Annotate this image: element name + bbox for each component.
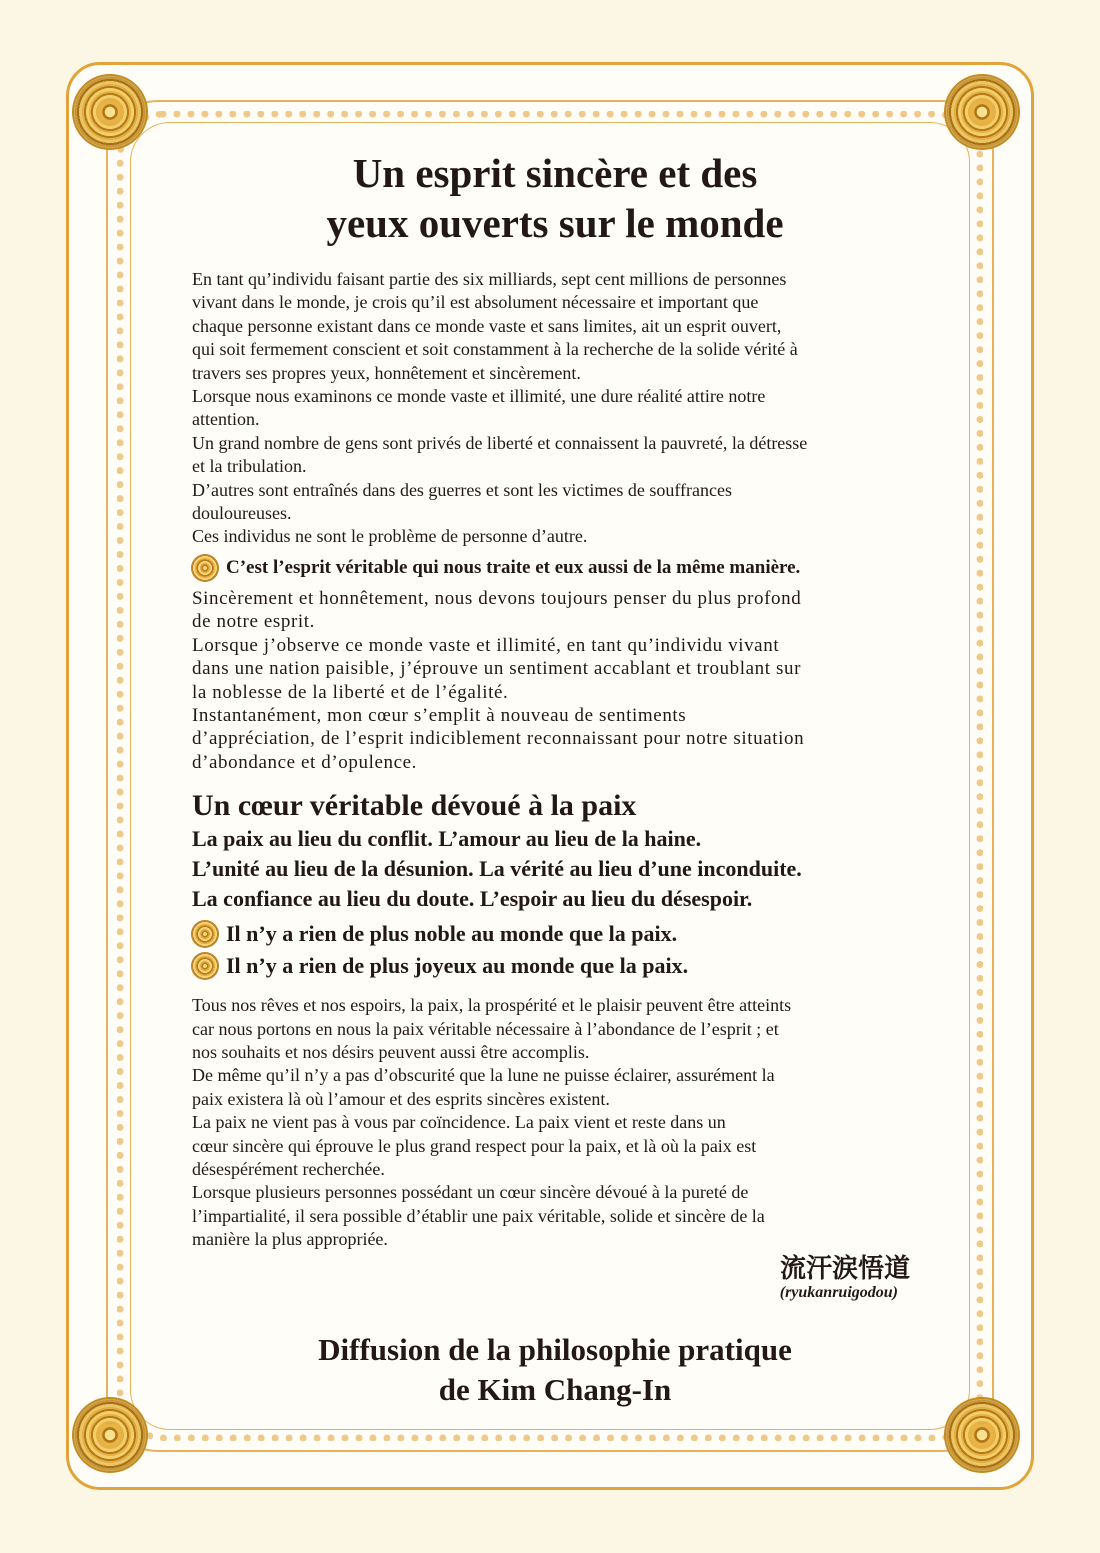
text-line: la noblesse de la liberté et de l’égalité. (192, 681, 509, 703)
text-line: Tous nos rêves et nos espoirs, la paix, la prospérité et le plaisir peuvent être atteints (192, 995, 792, 1016)
text-line: D’autres sont entraînés dans des guerres et sont les victimes de souffrances (192, 479, 733, 500)
text-line: dans une nation paisible, j’éprouve un sentiment accablant et troublant sur (192, 658, 802, 680)
footer-title (192, 1330, 918, 1410)
title-line: yeux ouverts sur le monde (326, 200, 784, 246)
peace-lines (192, 824, 918, 914)
signature-block (192, 1254, 918, 1302)
bullet-text: C’est l’esprit véritable qui nous traite et eux aussi de la même manière. (226, 556, 801, 578)
text-line: qui soit fermement conscient et soit constamment à la recherche de la solide vérité à (192, 339, 798, 360)
text-line: attention. (192, 409, 260, 430)
text-line: Instantanément, mon cœur s’emplit à nouveau de sentiments (192, 704, 687, 726)
text-line: De même qu’il n’y a pas d’obscurité que la lune ne puisse éclairer, assurément la (192, 1065, 775, 1086)
text-line: nos souhaits et nos désirs peuvent aussi être accomplis. (192, 1041, 590, 1062)
text-line: et la tribulation. (192, 456, 307, 477)
peace-line: L’unité au lieu de la désunion. La vérité au lieu d’une inconduite. (192, 856, 802, 882)
intro-paragraph (192, 268, 918, 549)
text-line: Ces individus ne sont le problème de personne d’autre. (192, 526, 588, 547)
gold-coin-icon (192, 555, 218, 581)
footer-line: Diffusion de la philosophie pratique (318, 1331, 792, 1367)
text-line: d’appréciation, de l’esprit indiciblement reconnaissant pour notre situation (192, 728, 805, 750)
bullet-text: Il n’y a rien de plus joyeux au monde que la paix. (226, 953, 689, 979)
signature-kanji: 流汗涙悟道 (779, 1253, 910, 1284)
gold-coin-icon (192, 953, 218, 979)
section-heading: Un cœur véritable dévoué à la paix (192, 789, 637, 823)
bullet-statement (192, 555, 918, 581)
text-line: douloureuses. (192, 503, 292, 524)
bullet-statement (192, 918, 918, 950)
bullet-statement (192, 950, 918, 982)
text-line: cœur sincère qui éprouve le plus grand respect pour la paix, et là où la paix est (192, 1135, 757, 1156)
gold-medallion-icon (74, 76, 146, 148)
text-line: vivant dans le monde, je crois qu’il est absolument nécessaire et important que (192, 292, 759, 313)
text-line: Lorsque plusieurs personnes possédant un cœur sincère dévoué à la pureté de (192, 1182, 749, 1203)
page-title (192, 140, 918, 248)
text-line: paix existera là où l’amour et des esprits sincères existent. (192, 1088, 610, 1109)
gold-medallion-icon (946, 76, 1018, 148)
final-paragraph (192, 994, 918, 1251)
peace-line: La paix au lieu du conflit. L’amour au lieu de la haine. (192, 826, 702, 852)
text-line: de notre esprit. (192, 611, 316, 633)
document-content (192, 140, 918, 1410)
text-line: travers ses propres yeux, honnêtement et sincèrement. (192, 362, 581, 383)
gold-medallion-icon (946, 1399, 1018, 1471)
footer-line: de Kim Chang-In (438, 1371, 672, 1407)
text-line: désespérément recherchée. (192, 1158, 385, 1179)
peace-line: La confiance au lieu du doute. L’espoir au lieu du désespoir. (192, 886, 753, 912)
text-line: manière la plus appropriée. (192, 1229, 388, 1250)
text-line: chaque personne existant dans ce monde vaste et sans limites, ait un esprit ouvert, (192, 315, 782, 336)
signature-romaji: (ryukanruigodou) (779, 1283, 898, 1301)
title-line: Un esprit sincère et des (352, 150, 758, 196)
text-line: Lorsque nous examinons ce monde vaste et illimité, une dure réalité attire notre (192, 386, 766, 407)
text-line: Sincèrement et honnêtement, nous devons toujours penser du plus profond (192, 587, 802, 609)
text-line: En tant qu’individu faisant partie des six milliards, sept cent millions de personnes (192, 269, 787, 289)
bullet-text: Il n’y a rien de plus noble au monde que la paix. (226, 921, 678, 947)
text-line: Un grand nombre de gens sont privés de liberté et connaissent la pauvreté, la détresse (192, 432, 808, 453)
text-line: l’impartialité, il sera possible d’établir une paix véritable, solide et sincère de la (192, 1205, 765, 1226)
text-line: car nous portons en nous la paix véritable nécessaire à l’abondance de l’esprit ; et (192, 1018, 779, 1039)
text-line: d’abondance et d’opulence. (192, 751, 418, 773)
gold-coin-icon (192, 921, 218, 947)
gold-medallion-icon (74, 1399, 146, 1471)
text-line: La paix ne vient pas à vous par coïncidence. La paix vient et reste dans un (192, 1112, 726, 1133)
text-line: Lorsque j’observe ce monde vaste et illimité, en tant qu’individu vivant (192, 634, 780, 656)
middle-paragraph (192, 587, 918, 774)
